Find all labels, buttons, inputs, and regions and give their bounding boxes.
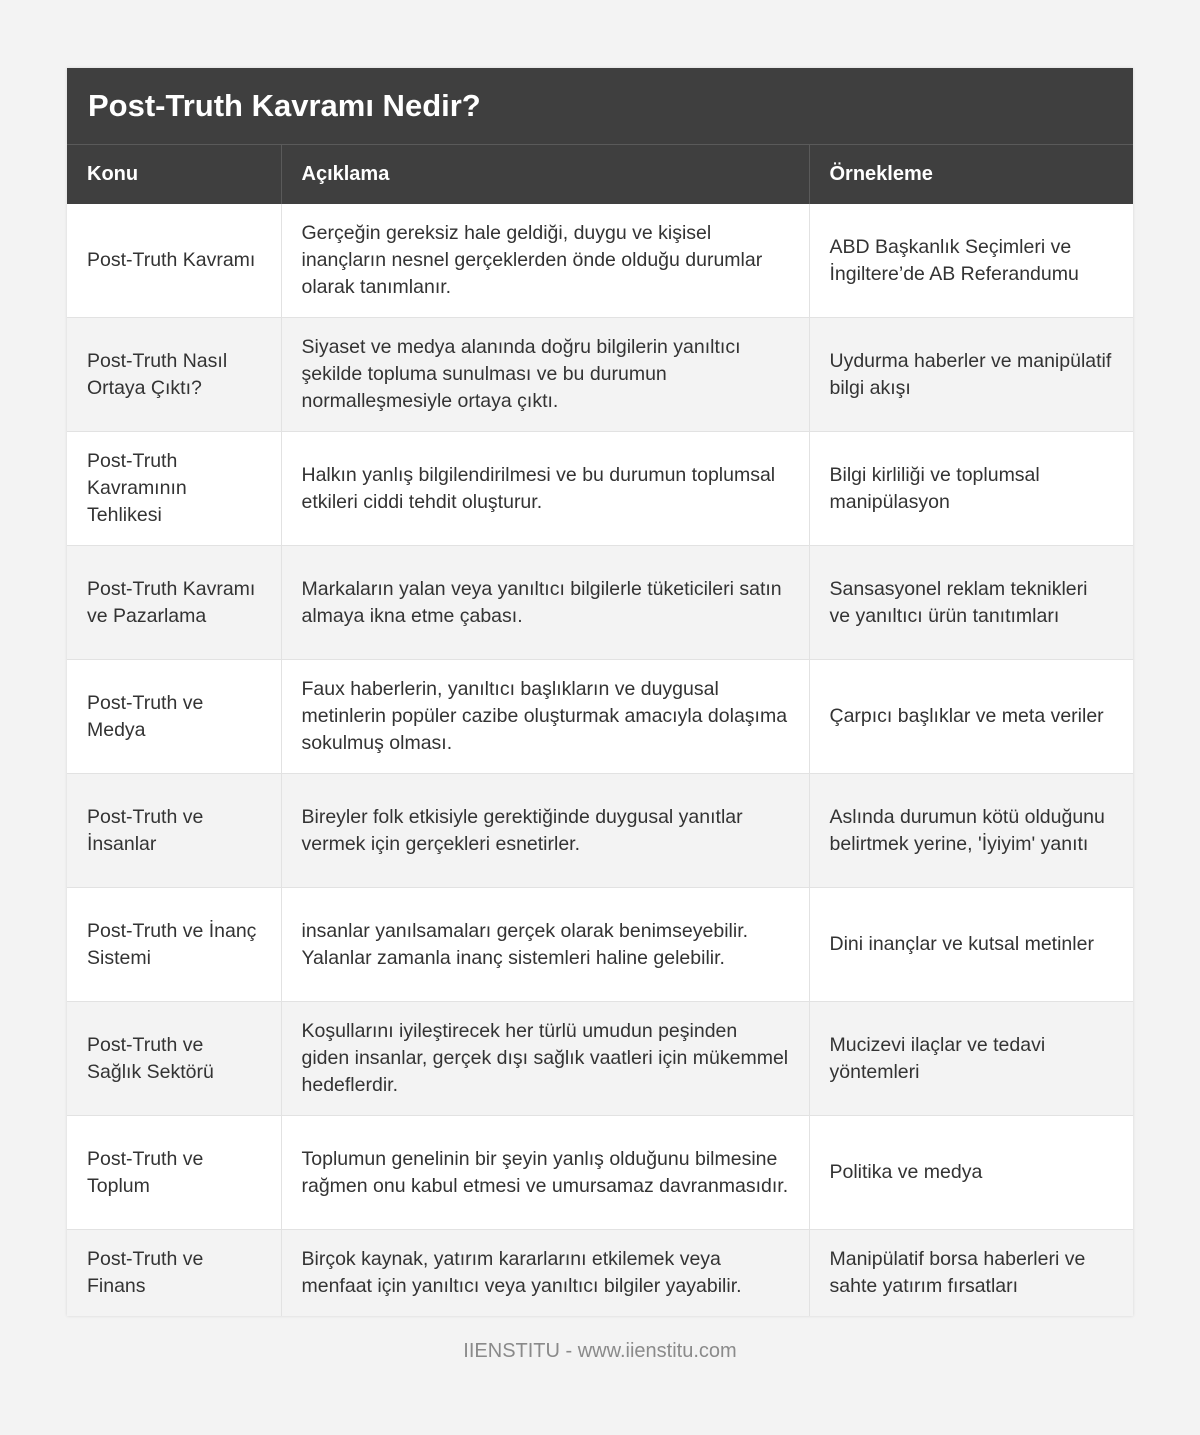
cell-aciklama: Faux haberlerin, yanıltıcı başlıkların ve duygusal metinlerin popüler cazibe oluşturmak amacıyla dolaşıma sokulmuş olması. [281, 660, 809, 774]
cell-ornekleme: Aslında durumun kötü olduğunu belirtmek yerine, 'İyiyim' yanıtı [809, 774, 1133, 888]
column-header-konu: Konu [67, 145, 281, 204]
cell-ornekleme: Mucizevi ilaçlar ve tedavi yöntemleri [809, 1002, 1133, 1116]
cell-ornekleme: Bilgi kirliliği ve toplumsal manipülasyon [809, 432, 1133, 546]
cell-aciklama: Toplumun genelinin bir şeyin yanlış olduğunu bilmesine rağmen onu kabul etmesi ve umursamaz davranmasıdır. [281, 1116, 809, 1230]
cell-konu: Post-Truth Kavramı ve Pazarlama [67, 546, 281, 660]
cell-ornekleme: ABD Başkanlık Seçimleri ve İngiltere’de AB Referandumu [809, 204, 1133, 318]
cell-konu: Post-Truth ve İnanç Sistemi [67, 888, 281, 1002]
cell-aciklama: Bireyler folk etkisiyle gerektiğinde duygusal yanıtlar vermek için gerçekleri esnetirler. [281, 774, 809, 888]
cell-konu: Post-Truth Nasıl Ortaya Çıktı? [67, 318, 281, 432]
footer-credit: IIENSTITU - www.iienstitu.com [463, 1340, 737, 1362]
cell-ornekleme: Politika ve medya [809, 1116, 1133, 1230]
cell-ornekleme: Manipülatif borsa haberleri ve sahte yatırım fırsatları [809, 1230, 1133, 1317]
cell-aciklama: Halkın yanlış bilgilendirilmesi ve bu durumun toplumsal etkileri ciddi tehdit oluşturur. [281, 432, 809, 546]
cell-aciklama: Gerçeğin gereksiz hale geldiği, duygu ve kişisel inançların nesnel gerçeklerden önde olduğu durumlar olarak tanımlanır. [281, 204, 809, 318]
table-card [67, 68, 1133, 1316]
cell-ornekleme: Uydurma haberler ve manipülatif bilgi akışı [809, 318, 1133, 432]
cell-aciklama: Siyaset ve medya alanında doğru bilgilerin yanıltıcı şekilde topluma sunulması ve bu durumun normalleşmesiyle ortaya çıktı. [281, 318, 809, 432]
table-row [67, 204, 1133, 318]
column-header-aciklama: Açıklama [281, 145, 809, 204]
cell-konu: Post-Truth Kavramının Tehlikesi [67, 432, 281, 546]
table-row [67, 432, 1133, 546]
header-row [67, 145, 1133, 204]
cell-ornekleme: Dini inançlar ve kutsal metinler [809, 888, 1133, 1002]
column-header-ornekleme: Örnekleme [809, 145, 1133, 204]
cell-konu: Post-Truth Kavramı [67, 204, 281, 318]
table-row [67, 1116, 1133, 1230]
cell-konu: Post-Truth ve Finans [67, 1230, 281, 1317]
table-row [67, 546, 1133, 660]
table-row [67, 1002, 1133, 1116]
data-table [67, 145, 1133, 1316]
page-title: Post-Truth Kavramı Nedir? [67, 68, 1133, 145]
cell-aciklama: Markaların yalan veya yanıltıcı bilgilerle tüketicileri satın almaya ikna etme çabası. [281, 546, 809, 660]
table-row [67, 1230, 1133, 1317]
cell-ornekleme: Sansasyonel reklam teknikleri ve yanıltıcı ürün tanıtımları [809, 546, 1133, 660]
cell-aciklama: insanlar yanılsamaları gerçek olarak benimseyebilir. Yalanlar zamanla inanç sistemleri haline gelebilir. [281, 888, 809, 1002]
cell-konu: Post-Truth ve İnsanlar [67, 774, 281, 888]
cell-aciklama: Birçok kaynak, yatırım kararlarını etkilemek veya menfaat için yanıltıcı veya yanıltıcı bilgiler yayabilir. [281, 1230, 809, 1317]
cell-konu: Post-Truth ve Medya [67, 660, 281, 774]
cell-aciklama: Koşullarını iyileştirecek her türlü umudun peşinden giden insanlar, gerçek dışı sağlık vaatleri için mükemmel hedeflerdir. [281, 1002, 809, 1116]
table-row [67, 774, 1133, 888]
table-row [67, 660, 1133, 774]
cell-ornekleme: Çarpıcı başlıklar ve meta veriler [809, 660, 1133, 774]
cell-konu: Post-Truth ve Toplum [67, 1116, 281, 1230]
table-row [67, 318, 1133, 432]
cell-konu: Post-Truth ve Sağlık Sektörü [67, 1002, 281, 1116]
table-row [67, 888, 1133, 1002]
